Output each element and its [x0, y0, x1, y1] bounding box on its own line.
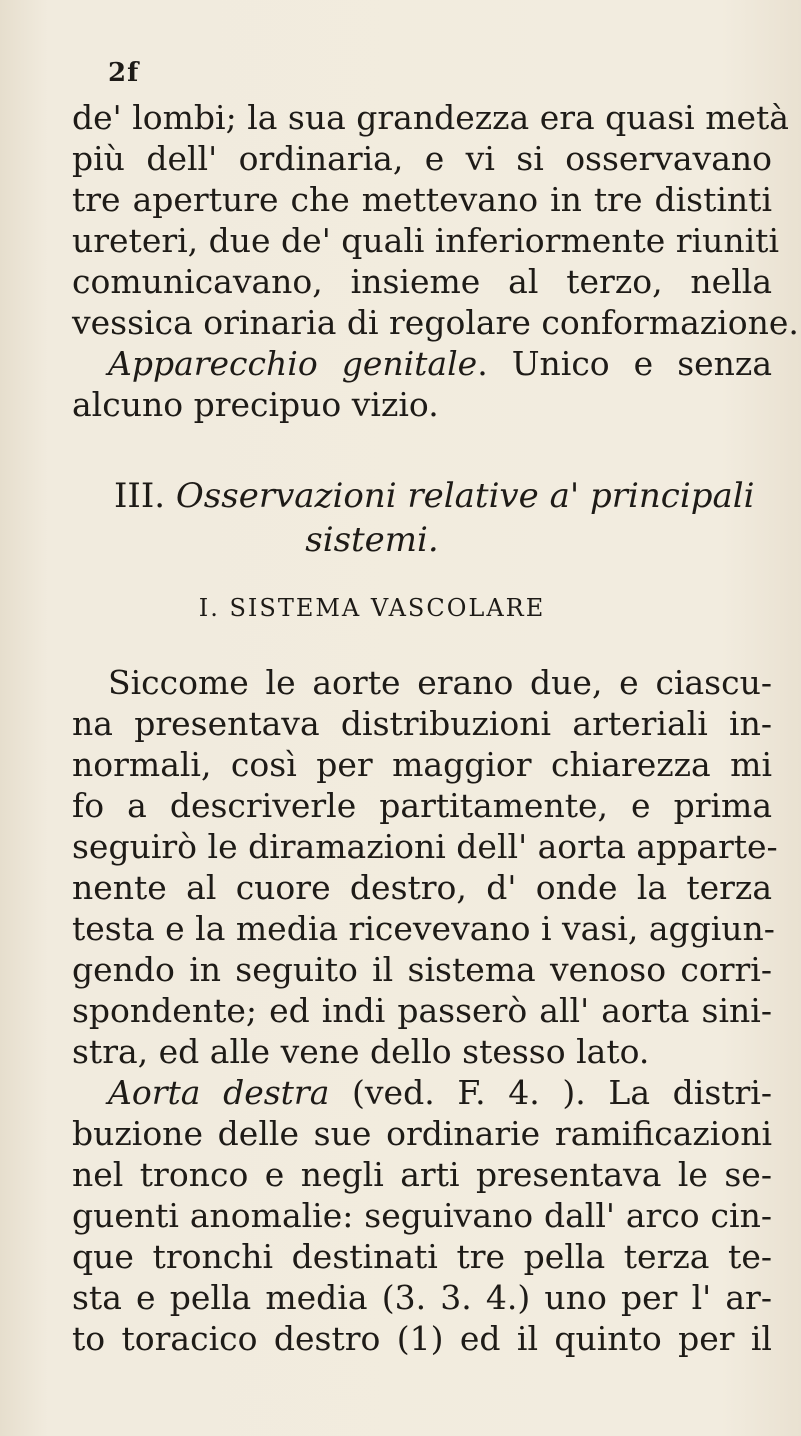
section-heading	[72, 475, 772, 517]
paragraph-heading-line	[108, 344, 772, 384]
text-line: nente al cuore destro, d' onde la terza	[72, 868, 772, 907]
text-fragment: (ved. F. 4. ). La distri-	[329, 1073, 773, 1112]
section-number: III.	[114, 476, 166, 516]
text-fragment: . Unico e senza	[477, 344, 772, 383]
text-line: gendo in seguito il sistema venoso corri-	[72, 950, 772, 989]
text-line: spondente; ed indi passerò all' aorta sini-	[72, 991, 772, 1030]
text-line: na presentava distribuzioni arteriali in-	[72, 704, 772, 743]
section-title: Osservazioni relative a' principali	[175, 476, 755, 516]
subsection-heading: I. SISTEMA VASCOLARE	[198, 594, 546, 622]
text-line: Siccome le aorte erano due, e ciascu-	[108, 663, 772, 702]
text-line: testa e la media ricevevano i vasi, aggiun-	[72, 909, 775, 948]
paragraph-heading-line	[108, 1073, 772, 1113]
section-title-continued: sistemi.	[305, 520, 439, 560]
text-line: nel tronco e negli arti presentava le se-	[72, 1155, 772, 1194]
text-line: comunicavano, insieme al terzo, nella	[72, 262, 772, 301]
text-line: alcuno precipuo vizio.	[72, 385, 439, 424]
text-line: normali, così per maggior chiarezza mi	[72, 745, 772, 784]
text-line: tre aperture che mettevano in tre distinti	[72, 180, 772, 219]
signature-mark: 2f	[108, 58, 140, 88]
text-line: più dell' ordinaria, e vi si osservavano	[72, 139, 772, 178]
text-line: guenti anomalie: seguivano dall' arco cin-	[72, 1196, 772, 1235]
text-line: ureteri, due de' quali inferiormente riuniti	[72, 221, 780, 260]
text-line: to toracico destro (1) ed il quinto per il	[72, 1319, 772, 1358]
section-lead-apparecchio: Apparecchio genitale	[108, 344, 478, 383]
text-line: stra, ed alle vene dello stesso lato.	[72, 1032, 650, 1071]
text-line: de' lombi; la sua grandezza era quasi metà	[72, 98, 789, 137]
section-lead-aorta: Aorta destra	[108, 1073, 330, 1112]
text-line: seguirò le diramazioni dell' aorta apparte-	[72, 827, 778, 866]
text-line: sta e pella media (3. 3. 4.) uno per l' ar-	[72, 1278, 772, 1317]
text-line: buzione delle sue ordinarie ramificazioni	[72, 1114, 772, 1153]
text-line: fo a descriverle partitamente, e prima	[72, 786, 772, 825]
text-line: vessica orinaria di regolare conformazione.	[72, 303, 799, 342]
text-line: que tronchi destinati tre pella terza te-	[72, 1237, 772, 1276]
